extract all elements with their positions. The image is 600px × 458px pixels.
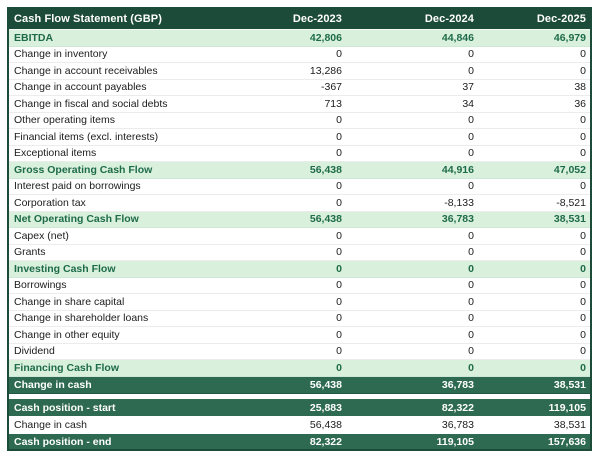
cell-value: -8,521 (556, 196, 586, 209)
cell-value: 37 (462, 81, 474, 94)
row-label: Change in cash (14, 419, 87, 431)
row-label: Corporation tax (14, 196, 86, 209)
cell-value: 56,438 (309, 419, 342, 431)
cell-value: 0 (336, 328, 342, 341)
cell-value: 0 (336, 295, 342, 308)
table-row (9, 195, 590, 212)
cell-value: 0 (580, 48, 586, 61)
table-row (9, 129, 590, 146)
cell-value: 0 (468, 147, 474, 160)
cell-value: 0 (580, 114, 586, 127)
cell-value: 36,783 (441, 419, 474, 431)
table-row (9, 416, 590, 433)
table-row (9, 327, 590, 344)
table-row (9, 80, 590, 97)
cell-value: 56,438 (309, 213, 342, 226)
cell-value: 0 (468, 246, 474, 259)
cell-value: 0 (468, 114, 474, 127)
table-row (9, 261, 590, 278)
cell-value: 13,286 (309, 64, 342, 77)
table-title: Cash Flow Statement (GBP) (14, 13, 162, 25)
table-row (9, 344, 590, 361)
cell-value: 36,783 (441, 378, 474, 391)
cell-value: 0 (468, 48, 474, 61)
cell-value: 0 (580, 229, 586, 242)
cell-value: 0 (580, 64, 586, 77)
cell-value: 119,105 (436, 436, 474, 448)
row-label: Financial items (excl. interests) (14, 130, 159, 143)
row-label: Change in share capital (14, 295, 125, 308)
row-label: Change in other equity (14, 328, 120, 341)
cell-value: 0 (468, 345, 474, 358)
table-row (9, 63, 590, 80)
cell-value: 38 (574, 81, 586, 94)
cell-value: 0 (580, 328, 586, 341)
row-label: Change in account receivables (14, 64, 158, 77)
table-row (9, 162, 590, 179)
cell-value: 42,806 (309, 31, 342, 44)
cell-value: 0 (468, 312, 474, 325)
cell-value: 47,052 (553, 163, 586, 176)
cell-value: 0 (580, 312, 586, 325)
row-label: Change in cash (14, 378, 92, 391)
cell-value: -8,133 (444, 196, 474, 209)
table-row (9, 47, 590, 64)
cell-value: 0 (468, 64, 474, 77)
cell-value: -367 (320, 81, 342, 94)
cell-value: 0 (336, 48, 342, 61)
cell-value: 0 (336, 229, 342, 242)
cell-value: 82,322 (309, 436, 342, 448)
cell-value: 56,438 (309, 163, 342, 176)
cell-value: 0 (580, 279, 586, 292)
cell-value: 44,846 (441, 31, 474, 44)
cell-value: 0 (336, 114, 342, 127)
cell-value: 82,322 (441, 401, 474, 414)
cell-value: 0 (336, 279, 342, 292)
header-column-dec-2024: Dec-2024 (424, 13, 474, 25)
row-label: Change in shareholder loans (14, 312, 149, 325)
header-column-dec-2023: Dec-2023 (292, 13, 342, 25)
cell-value: 38,531 (553, 213, 586, 226)
cell-value: 0 (468, 328, 474, 341)
cell-value: 0 (580, 361, 586, 374)
cell-value: 44,916 (441, 163, 474, 176)
cell-value: 0 (468, 279, 474, 292)
cell-value: 0 (580, 147, 586, 160)
cell-value: 0 (580, 345, 586, 358)
cell-value: 38,531 (553, 419, 586, 431)
cell-value: 0 (580, 130, 586, 143)
cell-value: 0 (336, 312, 342, 325)
header-column-dec-2025: Dec-2025 (536, 13, 586, 25)
table-row (9, 212, 590, 229)
table-row (9, 30, 590, 47)
cell-value: 38,531 (553, 378, 586, 391)
cell-value: 0 (336, 262, 342, 275)
row-label: Cash position - start (14, 401, 116, 414)
table-row (9, 433, 590, 450)
cell-value: 0 (580, 295, 586, 308)
cell-value: 0 (580, 246, 586, 259)
row-label: Financing Cash Flow (14, 361, 120, 374)
table-row (9, 278, 590, 295)
table-footer (9, 399, 590, 450)
table-row (9, 228, 590, 245)
cell-value: 0 (336, 246, 342, 259)
row-label: Cash position - end (14, 436, 112, 448)
cash-flow-statement-table (7, 7, 592, 451)
table-row (9, 399, 590, 416)
cell-value: 0 (336, 345, 342, 358)
cell-value: 0 (468, 295, 474, 308)
table-row (9, 360, 590, 377)
row-label: Interest paid on borrowings (14, 180, 141, 193)
cell-value: 34 (462, 97, 474, 110)
row-label: Capex (net) (14, 229, 69, 242)
table-body (9, 30, 590, 393)
row-label: Grants (14, 246, 46, 259)
cell-value: 36,783 (441, 213, 474, 226)
cell-value: 0 (336, 147, 342, 160)
row-label: Change in account payables (14, 81, 147, 94)
cell-value: 0 (580, 180, 586, 193)
row-label: Investing Cash Flow (14, 262, 116, 275)
cell-value: 0 (468, 229, 474, 242)
cell-value: 25,883 (309, 401, 342, 414)
table-row (9, 179, 590, 196)
cell-value: 0 (336, 361, 342, 374)
cell-value: 0 (468, 130, 474, 143)
cell-value: 36 (574, 97, 586, 110)
row-label: Other operating items (14, 114, 115, 127)
table-row (9, 96, 590, 113)
cell-value: 0 (468, 180, 474, 193)
row-label: Exceptional items (14, 147, 97, 160)
table-row (9, 294, 590, 311)
cell-value: 0 (580, 262, 586, 275)
cell-value: 0 (336, 180, 342, 193)
cell-value: 119,105 (548, 401, 586, 414)
row-label: EBITDA (14, 31, 54, 44)
row-label: Net Operating Cash Flow (14, 213, 139, 226)
cell-value: 0 (336, 196, 342, 209)
row-label: Change in fiscal and social debts (14, 97, 168, 110)
cell-value: 0 (468, 361, 474, 374)
cell-value: 157,636 (548, 436, 586, 448)
table-row (9, 245, 590, 262)
row-label: Gross Operating Cash Flow (14, 163, 153, 176)
row-label: Dividend (14, 345, 55, 358)
table-header-row (9, 9, 590, 30)
cell-value: 0 (468, 262, 474, 275)
table-row (9, 113, 590, 130)
table-row (9, 146, 590, 163)
table-row (9, 311, 590, 328)
row-label: Change in inventory (14, 48, 108, 61)
table-row (9, 377, 590, 394)
cell-value: 0 (336, 130, 342, 143)
row-label: Borrowings (14, 279, 67, 292)
cell-value: 46,979 (553, 31, 586, 44)
cell-value: 713 (324, 97, 342, 110)
cell-value: 56,438 (309, 378, 342, 391)
